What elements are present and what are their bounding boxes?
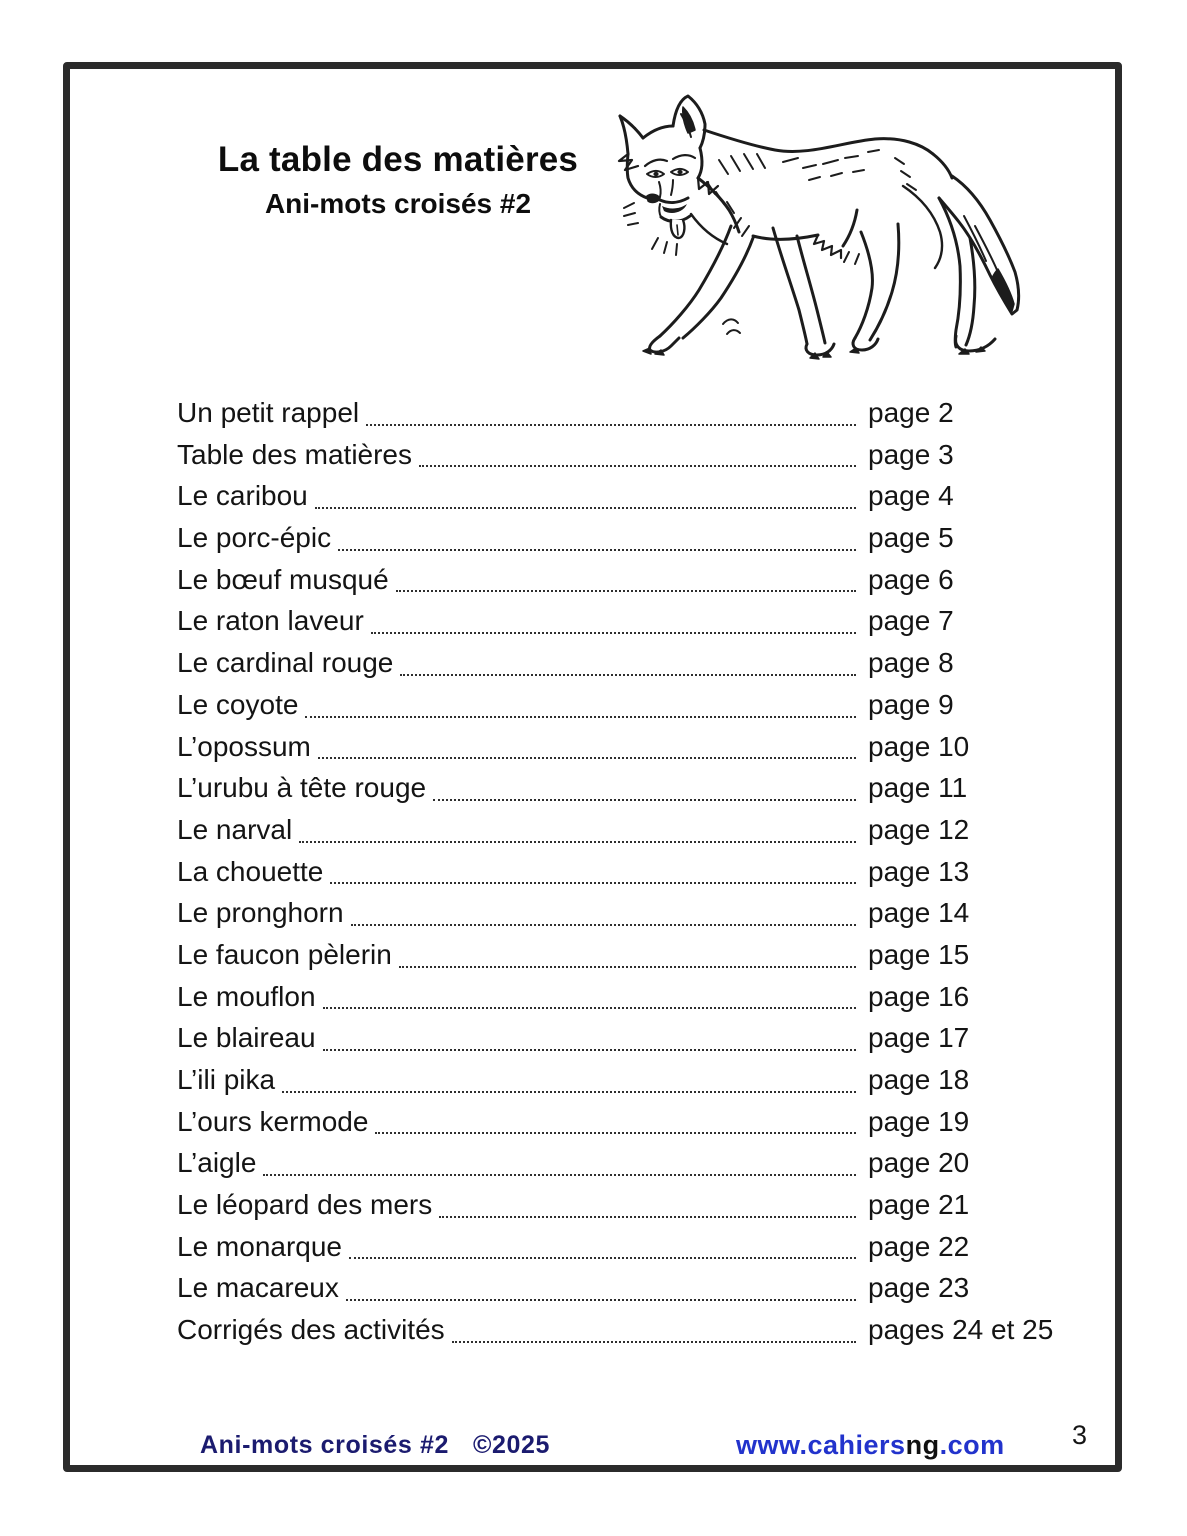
toc-entry-label: Le bœuf musqué <box>177 563 389 595</box>
toc-entry-page: page 11 <box>868 772 968 804</box>
toc-row <box>177 1184 1070 1226</box>
toc-entry-label: Le blaireau <box>177 1022 316 1054</box>
toc-dotted-leader <box>351 924 856 926</box>
toc-entry-page: page 20 <box>868 1147 970 1179</box>
footer-booklet-title: Ani-mots croisés #2 <box>200 1431 449 1459</box>
toc-entry-label: Le pronghorn <box>177 897 344 929</box>
toc-entry-label: Le faucon pèlerin <box>177 938 392 970</box>
website-mid: ng <box>905 1430 940 1460</box>
toc-entry-page: page 7 <box>868 605 954 637</box>
website-prefix: www.cahiers <box>736 1430 906 1460</box>
toc-entry-label: Le macareux <box>177 1272 339 1304</box>
toc-dotted-leader <box>315 507 856 509</box>
toc-row <box>177 642 1070 684</box>
toc-entry-page: page 4 <box>868 480 954 512</box>
toc-row <box>177 475 1070 517</box>
toc-row <box>177 1142 1070 1184</box>
toc-entry-page: page 22 <box>868 1230 970 1262</box>
toc-entry-page: page 8 <box>868 647 954 679</box>
toc-entry-page: page 18 <box>868 1064 970 1095</box>
toc-entry-label: L’ili pika <box>177 1064 276 1095</box>
toc-row <box>177 1017 1070 1059</box>
toc-row <box>177 934 1070 976</box>
toc-dotted-leader <box>400 674 856 676</box>
toc-row <box>177 851 1070 893</box>
toc-entry-label: Le narval <box>177 813 293 845</box>
toc-dotted-leader <box>452 1341 856 1343</box>
toc-entry-label: Le coyote <box>177 688 299 720</box>
toc-row <box>177 1267 1070 1309</box>
page-title: La table des matières <box>217 140 579 179</box>
toc-entry-page: page 23 <box>868 1272 970 1304</box>
toc-row <box>177 392 1070 434</box>
toc-dotted-leader <box>419 465 856 467</box>
toc-row <box>177 517 1070 559</box>
page-subtitle: Ani-mots croisés #2 <box>264 188 532 219</box>
toc-row <box>177 767 1070 809</box>
toc-dotted-leader <box>299 841 856 843</box>
coyote-illustration <box>603 86 1073 371</box>
toc-entry-label: Le mouflon <box>177 980 316 1012</box>
toc-entry-page: page 17 <box>868 1022 970 1054</box>
toc-entry-label: L’urubu à tête rouge <box>177 772 427 804</box>
toc-entry-page: page 15 <box>868 938 970 970</box>
toc-dotted-leader <box>323 1049 856 1051</box>
toc-dotted-leader <box>399 966 856 968</box>
toc-entry-label: Le porc-épic <box>177 522 332 554</box>
toc-dotted-leader <box>338 549 856 551</box>
toc-dotted-leader <box>305 716 856 718</box>
toc-entry-label: L’aigle <box>177 1147 257 1179</box>
toc-dotted-leader <box>375 1132 856 1134</box>
toc-entry-page: page 6 <box>868 563 954 595</box>
toc-row <box>177 684 1070 726</box>
toc-dotted-leader <box>330 882 856 884</box>
toc-entry-page: page 16 <box>868 980 970 1012</box>
toc-dotted-leader <box>318 757 856 759</box>
toc-row <box>177 809 1070 851</box>
toc-entry-label: Table des matières <box>177 438 413 470</box>
toc-entry-label: L’opossum <box>177 730 311 762</box>
toc-entry-page: pages 24 et 25 <box>868 1314 1054 1346</box>
toc-list <box>177 392 1070 1351</box>
toc-entry-label: Le cardinal rouge <box>177 647 394 679</box>
footer-copyright: ©2025 <box>473 1431 551 1459</box>
website-suffix: .com <box>939 1430 1005 1460</box>
toc-entry-page: page 5 <box>868 522 954 554</box>
toc-dotted-leader <box>439 1216 856 1218</box>
toc-dotted-leader <box>396 590 856 592</box>
toc-entry-label: Le monarque <box>177 1230 343 1262</box>
toc-entry-label: Un petit rappel <box>177 397 360 428</box>
footer-booklet-line <box>200 1431 550 1460</box>
toc-entry-label: Le léopard des mers <box>177 1189 433 1221</box>
toc-row <box>177 892 1070 934</box>
toc-dotted-leader <box>346 1299 856 1301</box>
toc-entry-page: page 3 <box>868 438 954 470</box>
toc-entry-page: page 10 <box>868 730 970 762</box>
toc-row <box>177 434 1070 476</box>
toc-row <box>177 1059 1070 1101</box>
toc-entry-page: page 2 <box>868 397 954 428</box>
toc-entry-page: page 9 <box>868 688 954 720</box>
title-block <box>168 140 628 220</box>
toc-dotted-leader <box>366 424 856 426</box>
page-number: 3 <box>1072 1420 1088 1450</box>
toc-dotted-leader <box>349 1257 856 1259</box>
toc-row <box>177 976 1070 1018</box>
toc-entry-page: page 14 <box>868 897 970 929</box>
toc-entry-label: Corrigés des activités <box>177 1314 445 1346</box>
toc-entry-page: page 12 <box>868 813 970 845</box>
toc-row <box>177 726 1070 768</box>
toc-row <box>177 1226 1070 1268</box>
footer-website <box>736 1430 1005 1461</box>
toc-dotted-leader <box>433 799 856 801</box>
toc-entry-label: La chouette <box>177 855 324 887</box>
toc-row <box>177 559 1070 601</box>
toc-entry-page: page 21 <box>868 1189 970 1221</box>
toc-row <box>177 1101 1070 1143</box>
toc-dotted-leader <box>371 632 856 634</box>
toc-dotted-leader <box>263 1174 856 1176</box>
toc-dotted-leader <box>323 1007 856 1009</box>
toc-row <box>177 1309 1070 1351</box>
toc-entry-label: L’ours kermode <box>177 1105 369 1137</box>
toc-row <box>177 600 1070 642</box>
toc-entry-label: Le raton laveur <box>177 605 364 637</box>
toc-entry-page: page 13 <box>868 855 970 887</box>
toc-entry-page: page 19 <box>868 1105 970 1137</box>
toc-dotted-leader <box>282 1091 856 1093</box>
toc-entry-label: Le caribou <box>177 480 308 512</box>
